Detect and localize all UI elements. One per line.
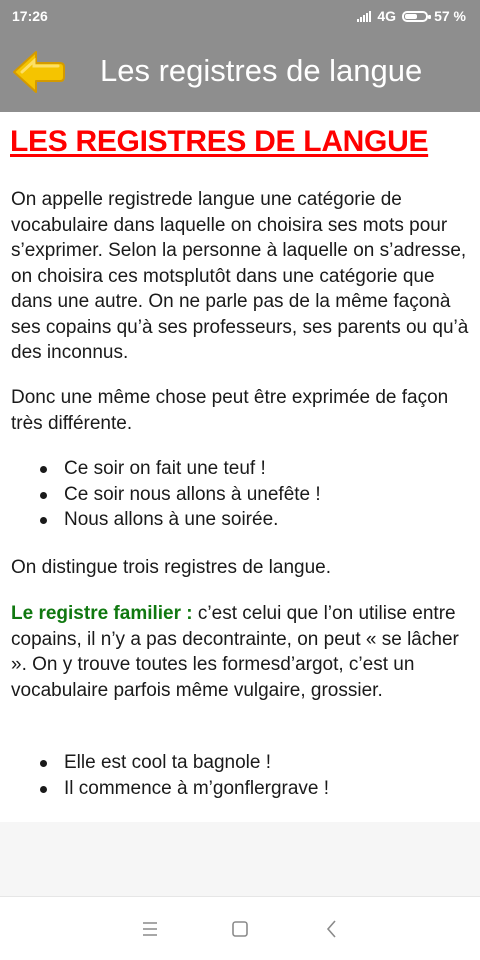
third-paragraph: On distingue trois registres de langue. xyxy=(11,557,332,578)
list-item: Il commence à m’gonflergrave ! xyxy=(40,776,329,802)
status-time: 17:26 xyxy=(12,8,48,24)
nav-back-button[interactable] xyxy=(320,917,344,941)
page-heading: LES REGISTRES DE LANGUE xyxy=(10,125,429,158)
app-title: Les registres de langue xyxy=(100,53,423,88)
network-type: 4G xyxy=(377,8,397,24)
home-button[interactable] xyxy=(228,917,252,941)
back-button[interactable] xyxy=(10,47,68,97)
familiar-label: Le registre familier : xyxy=(11,603,193,624)
article-content xyxy=(0,112,480,822)
signal-icon xyxy=(357,10,371,22)
examples-list xyxy=(40,456,321,533)
home-icon xyxy=(228,917,252,941)
intro-paragraph: On appelle registrede langue une catégorie de vocabulaire dans laquelle on choisira ses mots pour s’exprimer. Selon la personne à laquelle on s’adresse, on choisira ces motsplutôt dans une catégorie que dans une autre. On ne parle pas de la même façonà ses copains qu’à ses professeurs, ses parents ou qu’à des inconnus. xyxy=(11,189,469,363)
battery-percent: 57 % xyxy=(434,8,466,24)
second-paragraph: Donc une même chose peut être exprimée de façon très différente. xyxy=(11,387,449,434)
back-arrow-icon xyxy=(10,47,68,97)
familiar-examples-list xyxy=(40,750,329,801)
page-bottom-area xyxy=(0,822,480,896)
list-item: Ce soir nous allons à unefête ! xyxy=(40,482,321,508)
battery-icon xyxy=(402,11,428,22)
list-item: Ce soir on fait une teuf ! xyxy=(40,456,321,482)
status-bar xyxy=(0,0,480,33)
list-item: Elle est cool ta bagnole ! xyxy=(40,750,329,776)
menu-icon xyxy=(138,917,162,941)
system-nav-bar xyxy=(0,896,480,960)
status-indicators xyxy=(357,8,466,24)
familiar-paragraph xyxy=(11,601,473,703)
back-icon xyxy=(320,917,344,941)
menu-button[interactable] xyxy=(138,917,162,941)
familiar-text: c’est celui que l’on utilise entre copains, il n’y a pas decontrainte, on peut « se lâcher ». On y trouve toutes les formesd’argot, c’est un vocabulaire parfois même vulgaire, grossier. xyxy=(11,603,459,701)
app-bar xyxy=(0,33,480,112)
list-item: Nous allons à une soirée. xyxy=(40,507,321,533)
